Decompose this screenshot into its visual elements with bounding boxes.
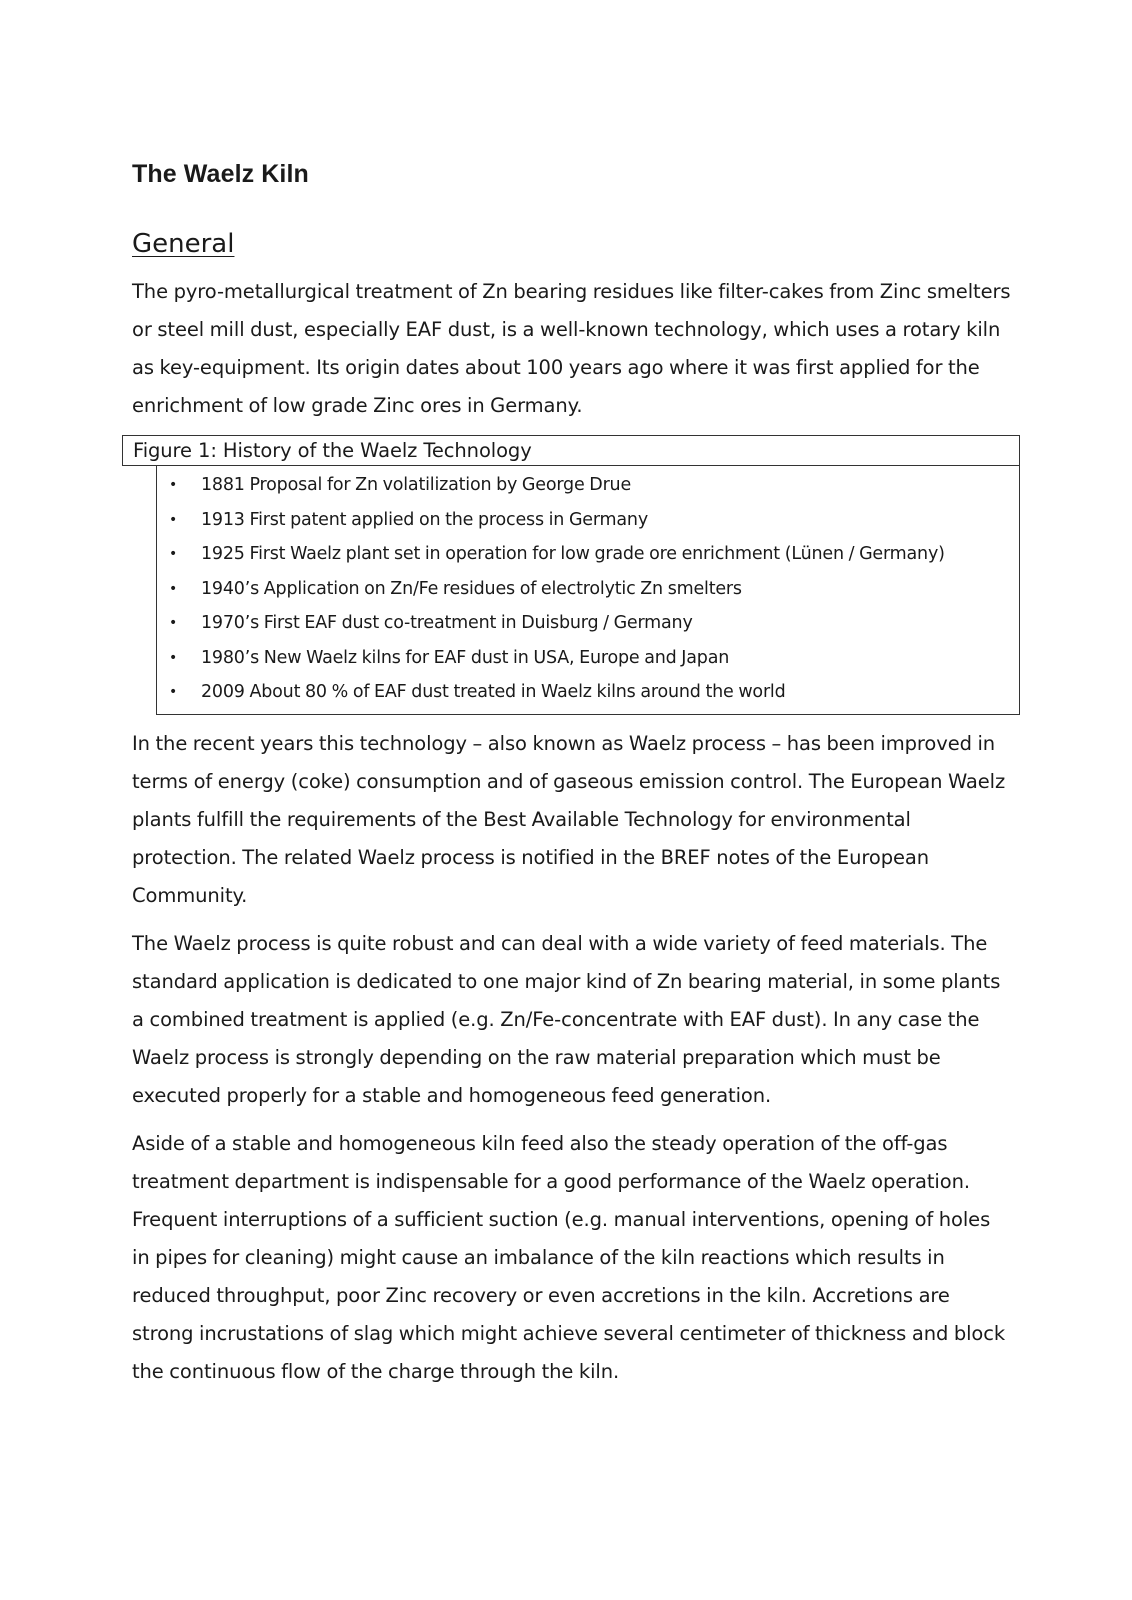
history-item — [157, 641, 1019, 676]
bullet-icon: • — [169, 684, 178, 700]
history-item — [157, 468, 1019, 503]
history-item-text: 1881 Proposal for Zn volatilization by George Drue — [201, 475, 632, 495]
bullet-icon: • — [169, 649, 178, 666]
history-item-text: 1913 First patent applied on the process in Germany — [201, 509, 648, 530]
bullet-icon: • — [169, 580, 178, 597]
history-item-text: 1980’s New Waelz kilns for EAF dust in USA, Europe and Japan — [201, 647, 730, 668]
document-title: The Waelz Kiln — [132, 160, 309, 188]
history-item-text: 2009 About 80 % of EAF dust treated in Waelz kilns around the world — [201, 682, 786, 702]
history-item — [157, 606, 1019, 641]
paragraph-recent-years: In the recent years this technology – also known as Waelz process – has been improved in terms of energy (coke) consumption and of gaseous emission control. The European Waelz plants fulfill the requirements of the Best Available Technology for environmental protection. The related Waelz process is notified in the BREF notes of the European Community. — [132, 731, 1006, 907]
bullet-icon: • — [169, 615, 178, 631]
bullet-icon: • — [169, 546, 178, 562]
history-item-text: 1925 First Waelz plant set in operation for low grade ore enrichment (Lünen / Germany) — [201, 544, 945, 564]
section-heading-general: General — [132, 229, 235, 259]
bullet-icon: • — [169, 511, 178, 528]
figure-caption: Figure 1: History of the Waelz Technology — [122, 435, 1020, 466]
figure-list-box — [156, 466, 1020, 715]
history-item — [157, 675, 1019, 710]
paragraph-robust-process: The Waelz process is quite robust and can deal with a wide variety of feed materials. The standard application is dedicated to one major kind of Zn bearing material, in some plants a combined treatment is applied (e.g. Zn/Fe-concentrate with EAF dust). In any case the Waelz process is strongly depending on the raw material preparation which must be executed properly for a stable and homogeneous feed generation. — [132, 931, 1001, 1107]
history-item — [157, 537, 1019, 572]
document-page — [132, 160, 1012, 1401]
history-item — [157, 503, 1019, 538]
figure-history — [122, 435, 1012, 715]
history-list — [157, 468, 1019, 710]
paragraph-intro: The pyro-metallurgical treatment of Zn bearing residues like filter-cakes from Zinc smelters or steel mill dust, especially EAF dust, is a well-known technology, which uses a rotary kiln as key-equipment. Its origin dates about 100 years ago where it was first applied for the enrichment of low grade Zinc ores in Germany. — [132, 280, 1011, 417]
history-item — [157, 572, 1019, 607]
history-item-text: 1940’s Application on Zn/Fe residues of electrolytic Zn smelters — [201, 578, 742, 599]
paragraph-off-gas: Aside of a stable and homogeneous kiln feed also the steady operation of the off-gas treatment department is indispensable for a good performance of the Waelz operation. Frequent interruptions of a sufficient suction (e.g. manual interventions, opening of holes in pipes for cleaning) might cause an imbalance of the kiln reactions which results in reduced throughput, poor Zinc recovery or even accretions in the kiln. Accretions are strong incrustations of slag which might achieve several centimeter of thickness and block the continuous flow of the charge through the kiln. — [132, 1131, 1006, 1383]
history-item-text: 1970’s First EAF dust co-treatment in Duisburg / Germany — [201, 613, 693, 633]
bullet-icon: • — [169, 477, 178, 493]
